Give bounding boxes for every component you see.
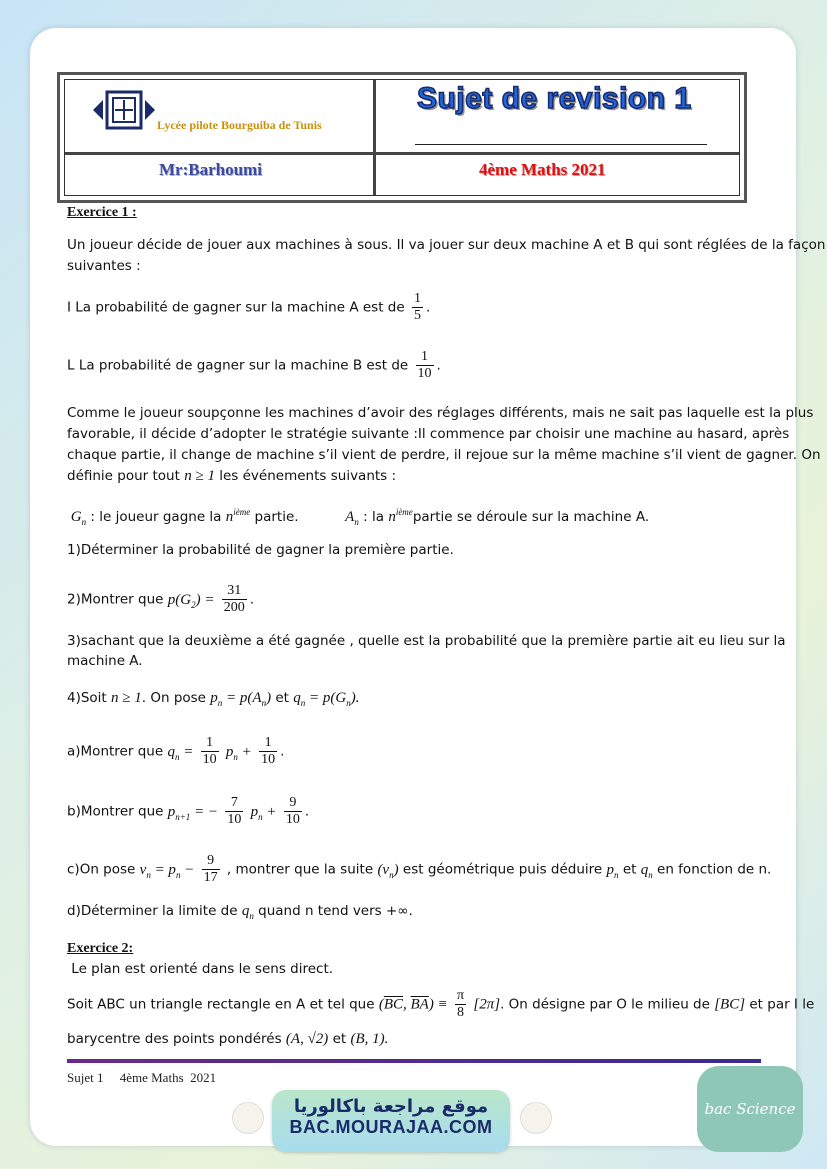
question-4d: d)Déterminer la limite de $q_n$ quand n tend vers +∞. xyxy=(67,903,413,921)
header-divider-vertical xyxy=(373,80,376,195)
math-pn-def: $p_n = p(A_n)$ xyxy=(210,690,272,708)
bullet-a-text: La probabilité de gagner sur la machine A est de xyxy=(75,299,405,316)
footer-text: Sujet 1 4ème Maths 2021 xyxy=(67,1070,217,1085)
school-logo-icon xyxy=(85,88,163,132)
bac-logo-icon-right xyxy=(520,1102,552,1134)
bac-science-badge xyxy=(697,1066,803,1152)
document-title: Sujet de revision 1 xyxy=(417,82,692,115)
school-name: Lycée pilote Bourguiba de Tunis xyxy=(157,118,322,132)
site-badge[interactable] xyxy=(272,1090,510,1152)
math-qn-def: $q_n = p(G_n)$. xyxy=(293,690,360,708)
fraction-1-10: $\frac{1}{10}$ xyxy=(417,349,432,381)
math-n-ieme: $n^{ième}$ xyxy=(225,507,251,525)
class-year: 4ème Maths 2021 xyxy=(479,160,606,179)
exercise1-title: Exercice 1 : xyxy=(67,205,137,220)
site-arabic-name: موقع مراجعة باكالوريا xyxy=(293,1096,489,1117)
bullet-machine-b: Ⅼ La probabilité de gagner sur la machine B est de $\frac{1}{10}$ . xyxy=(67,349,441,381)
question-4b: b)Montrer que $p_{n+1}$ = − $\frac{7}{10}$ $p_n$ + $\frac{9}{10}$ . xyxy=(67,795,310,827)
question-4a: a)Montrer que $q_n$ = $\frac{1}{10}$ $p_n$ + $\frac{1}{10}$ . xyxy=(67,735,285,767)
strategy-line3: chaque partie, il change de machine s’il vient de perdre, il rejoue sur la même machine s’il vient de gagner. On xyxy=(67,447,821,463)
math-n-geq-1: n ≥ 1 xyxy=(184,468,215,484)
question-3-line1: 3)sachant que la deuxième a été gagnée , quelle est la probabilité que la première partie ait eu lieu sur la xyxy=(67,633,786,649)
question-2: 2)Montrer que $p(G_2)$ = $\frac{31}{200}$ . xyxy=(67,583,255,615)
events-definition: $G_n$ : le joueur gagne la $n^{ième}$ partie. $A_n$ : la $n^{ième}partie$ se déroule sur la machine A. xyxy=(67,507,650,527)
site-url[interactable]: BAC.MOURAJAA.COM xyxy=(289,1117,493,1137)
math-pG2: $p(G_2)$ = xyxy=(167,591,215,610)
header-divider-horizontal xyxy=(65,152,739,155)
fraction-1-5: $\frac{1}{5}$ xyxy=(413,291,421,323)
exercise2-title: Exercice 2: xyxy=(67,941,134,956)
fraction-31-200: $\frac{31}{200}$ xyxy=(223,583,245,615)
exercise1-intro-line1: Un joueur décide de jouer aux machines à sous. Il va jouer sur deux machine A et B qui sont réglées de la façon xyxy=(67,237,826,253)
bullet-machine-a: Ⅰ La probabilité de gagner sur la machine A est de $\frac{1}{5}$ . xyxy=(67,291,431,323)
exercise2-line2: Soit ABC un triangle rectangle en A et tel que ($\overline{BC}$, $\overline{BA}$) ≡ $\frac{\pi}{8}$ [2π]. On désigne par O le milieu de [BC] et par I le xyxy=(67,988,815,1020)
exercise2-line1: Le plan est orienté dans le sens direct. xyxy=(71,961,334,977)
math-An: $A_n$ xyxy=(345,509,359,527)
bullet-b-text: La probabilité de gagner sur la machine B est de xyxy=(78,357,409,374)
header-table xyxy=(57,72,747,203)
bac-logo-icon-left xyxy=(232,1102,264,1134)
footer-rule xyxy=(67,1059,761,1063)
title-underline xyxy=(415,144,707,145)
question-3-line2: machine A. xyxy=(67,653,143,669)
math-n-ieme-2: $n^{ième}$ xyxy=(388,507,413,525)
question-4c: c)On pose $v_n = p_n$ − $\frac{9}{17}$ , montrer que la suite $(v_n)$ est géométrique puis déduire $p_n$ et $q_n$ en fonction de n. xyxy=(67,853,772,885)
math-Gn: $G_n$ xyxy=(67,509,87,527)
header-inner-border xyxy=(64,79,740,196)
strategy-line4: définie pour tout n ≥ 1 les événements suivants : xyxy=(67,468,397,484)
exercise2-line3: barycentre des points pondérés (A, √2) et (B, 1). xyxy=(67,1031,389,1047)
bullet-marker: Ⅰ xyxy=(67,299,76,316)
strategy-line1: Comme le joueur soupçonne les machines d’avoir des réglages différents, mais ne sait pas laquelle est la plus xyxy=(67,405,814,421)
teacher-name: Mr:Barhoumi xyxy=(159,160,262,179)
exercise1-intro-line2: suivantes : xyxy=(67,258,141,274)
question-4: 4)Soit n ≥ 1. On pose $p_n = p(A_n)$ et $q_n = p(G_n)$. xyxy=(67,690,360,708)
bullet-marker: Ⅼ xyxy=(67,357,79,374)
bac-science-label: bac Science xyxy=(704,1100,796,1118)
question-1: 1)Déterminer la probabilité de gagner la première partie. xyxy=(67,542,454,558)
strategy-line2: favorable, il décide d’adopter le stratégie suivante :Il commence par choisir une machine au hasard, après xyxy=(67,426,790,442)
